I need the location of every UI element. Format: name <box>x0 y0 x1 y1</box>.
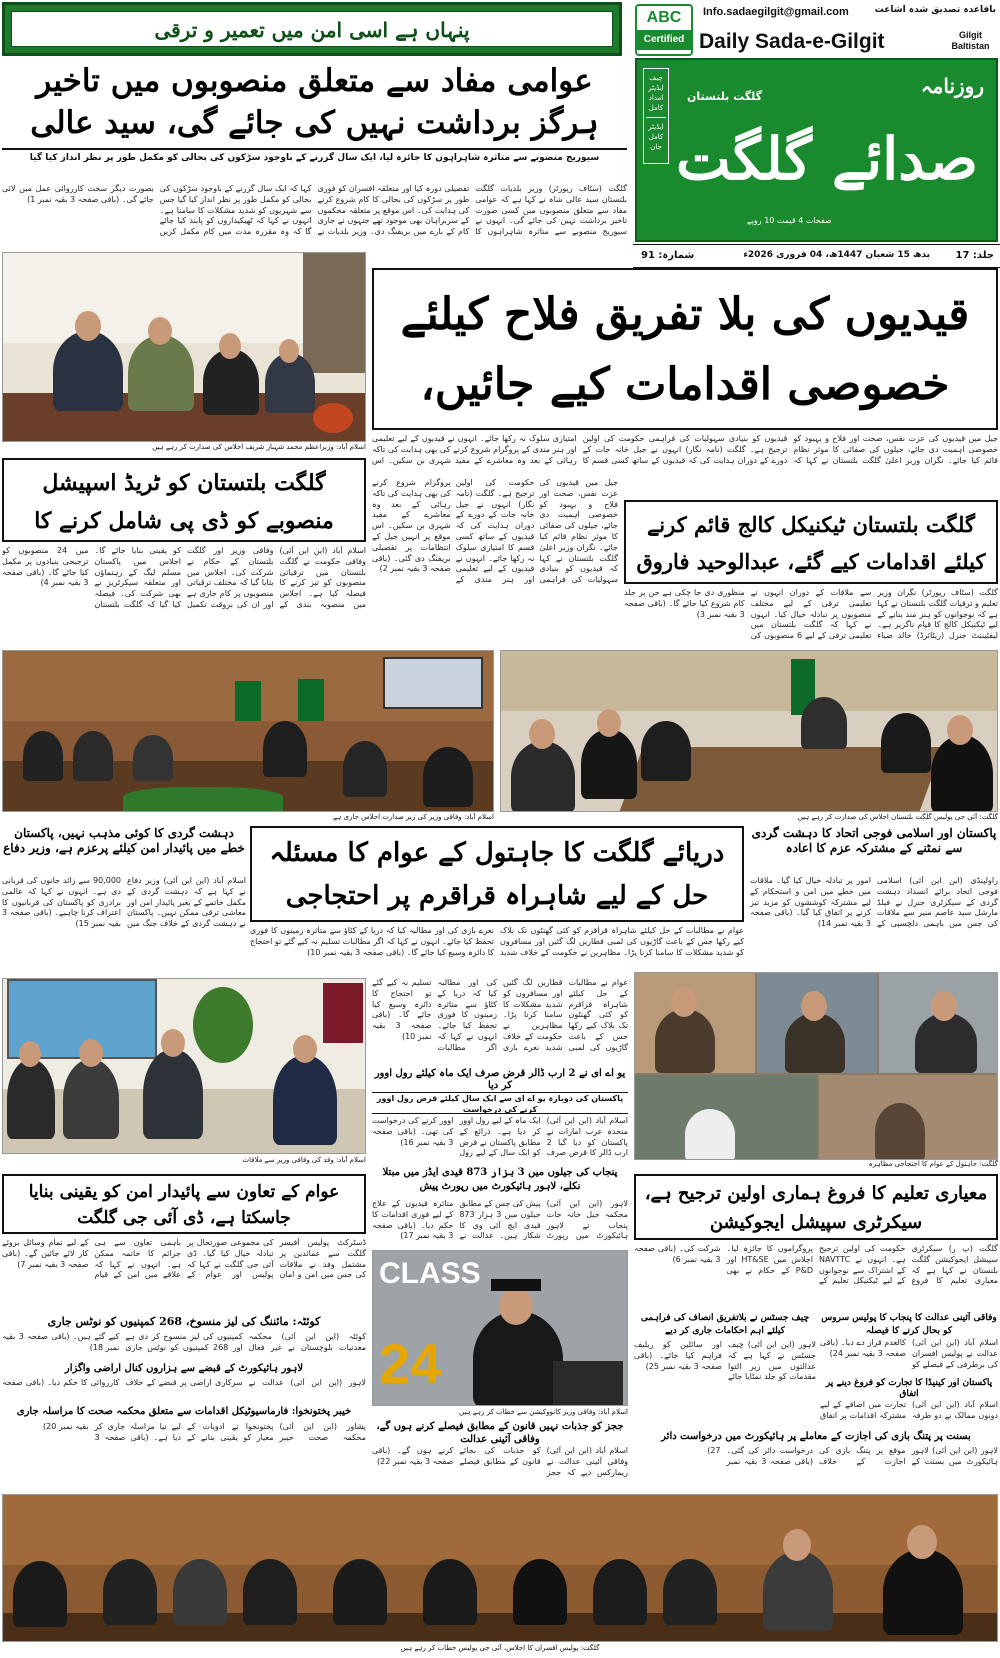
bottom-officer <box>243 1559 297 1625</box>
photo2-person <box>263 721 307 777</box>
volume: جلد: 17 <box>955 250 994 261</box>
story5-box <box>250 826 744 922</box>
story12-headline[interactable]: کوئٹہ: مائننگ کی لیز منسوخ، 268 کمپنیوں کو نوٹس جاری <box>47 1315 321 1328</box>
photo5-caption: گلگت: جاہتول کے عوام کا احتجاجی مظاہرہ <box>868 1160 998 1168</box>
convocation-year-text: 24 <box>379 1332 442 1395</box>
photo-pm-meeting <box>2 252 366 442</box>
story8-headline[interactable]: یو اے ای نے 2 ارب ڈالر قرض صرف ایک ماہ کیلئے رول اوور کر دیا <box>374 1068 626 1091</box>
photo4-person <box>273 1055 337 1145</box>
story8-block <box>372 1068 628 1160</box>
story12-block <box>2 1312 366 1358</box>
story2-body: جیل میں قیدیوں کی عزت نفس، صحت اور فلاح و بہبود کو خصوصی اہمیت دی جائے، جیلوں کی صفائی کا موثر نظام قائم کیا جائے۔ نگران وزیر اعلیٰ گلگت بلتستان نے کہا کہ قیدیوں کو بنیادی سہولیات کی فراہمی حکومت کی اولین ترجیح ہے۔ گلگت (نامہ نگار) انہوں نے جیل خانہ جات کے دورے کے دوران ہدایت کی کہ قیدیوں کے ساتھ کسی قسم کا امتیازی سلوک نہ رکھا جائے۔ انہوں نے قیدیوں کے لیے تعلیمی اور ہنر مندی کے پروگرام شروع کرنے کی بھی ہدایت کی تاکہ رہائی کے بعد وہ معاشرے کے مفید شہری بن سکیں۔ اس <box>372 434 998 465</box>
photo1-head <box>279 339 299 363</box>
abc-badge-bottom: Certified <box>637 30 691 50</box>
photo3-head <box>529 719 555 749</box>
photo3-person <box>641 721 691 781</box>
place-label: گلگت بلتستان <box>687 90 763 103</box>
bottom-officer <box>883 1549 963 1635</box>
abc-badge-top: ABC <box>646 9 682 26</box>
bottom-officer-head <box>907 1525 937 1559</box>
story18-body: لاہور (این این آئی) چیف جسٹس نے کہا ہے کہ عدالتوں میں زیر التوا مقدمات کو جلد نمٹایا جائے اور سائلین کو ریلیف فراہم کیا جائے۔ (باقی صفحہ 3 بقیہ نمبر 25) <box>634 1340 816 1382</box>
story17-body: اسلام آباد (این این آئی) دونوں ممالک نے دو طرفہ تجارت میں اضافے کے لیے مشترکہ اقدامات پر اتفاق <box>820 1400 998 1420</box>
photo4-person <box>143 1049 203 1139</box>
photo1-curtain <box>303 253 366 373</box>
story1-body: گلگت (سٹاف رپورٹر) وزیر بلدیات گلگت بلتستان سید عالی شاہ نے کہا ہے کہ عوامی مفاد سے متعلق منصوبوں میں کسی صورت تاخیر برداشت نہیں کی جائے گی۔ انہوں نے سیوریج منصوبے سے متاثرہ شاہراہوں کا تفصیلی دورہ کیا اور متعلقہ افسران کو فوری طور پر سڑکوں کی بحالی کا کام شروع کرنے کی ہدایت کی۔ اس موقع پر متعلقہ محکموں کے سربراہان بھی موجود تھے جنہوں نے جاری کام کے بارے میں بریفنگ دی۔ وزیر بلدیات نے کہا کہ ایک سال گزرنے کے باوجود سڑکوں کی بحالی کو مکمل طور پر نظر انداز کیا گیا جس سے شہریوں کو شدید مشکلات کا سامنا ہے۔ انہوں نے کہا کہ ٹھیکیداروں کو پابند کیا جائے گا کہ وہ مقررہ مدت میں کام مکمل کریں بصورت دیگر سخت کارروائی عمل میں لائی جائے گی۔ (باقی صفحہ 3 بقیہ نمبر 1) <box>2 184 627 237</box>
bottom-officer <box>663 1559 717 1625</box>
photo1-person <box>53 331 123 411</box>
bottom-officer <box>513 1559 567 1625</box>
photo2-screen <box>383 657 483 709</box>
photo7-caption: گلگت: پولیس افسران کا اجلاس، آئی جی پولیس خطاب کر رہے ہیں <box>400 1644 600 1652</box>
story4-body: گلگت (سٹاف رپورٹر) نگران وزیر تعلیم و ترقیات گلگت بلتستان نے کہا ہے کہ نوجوانوں کو ہنر مند بنانے کے لیے ٹیکنیکل کالج کا قیام ناگزیر ہے۔ لیفٹیننٹ جنرل (ریٹائرڈ) خالد ضیاء سے ملاقات کے دوران انہوں نے تعلیمی ترقی کے لیے مختلف منصوبوں پر تبادلہ خیال کیا۔ انہوں نے کہا کہ گلگت بلتستان میں تعلیمی ترقی کے لیے 6 منصوبوں کی منظوری دی جا چکی ہے جن پر جلد کام شروع کیا جائے گا۔ (باقی صفحہ 3 بقیہ نمبر 3) <box>624 588 998 641</box>
masthead-verified-line: باقاعدہ تصدیق شدہ اشاعت <box>874 5 996 15</box>
story8-body: اسلام آباد (این این آئی) متحدہ عرب امارات نے پاکستان کو دیا گیا 2 ارب ڈالر کا قرض صرف ایک ماہ کے لیے رول اوور کر دیا ہے۔ ذرائع کے مطابق پاکستان نے قرض کو ایک سال کے لیے رول اوور کرنے کی درخواست کی تھی۔ (باقی صفحہ 3 بقیہ نمبر 16) <box>372 1116 628 1158</box>
story4-box <box>624 500 998 584</box>
story18-headline[interactable]: چیف جسٹس نے بلاتفریق انصاف کی فراہمی کیلئے اہم احکامات جاری کر دیے <box>640 1313 810 1336</box>
bottom-officer <box>423 1559 477 1625</box>
story1-rule <box>2 148 627 150</box>
roznama: روزنامہ <box>920 74 984 98</box>
photo1-head <box>75 311 101 341</box>
story3-headline[interactable]: گلگت بلتستان کو ٹریڈ اسپیشل منصوبے کو ڈی پی شامل کرنے کا <box>34 470 334 534</box>
photo4-plant <box>193 987 253 1063</box>
convocation-podium <box>553 1361 623 1406</box>
story2-continued: جیل میں قیدیوں کی عزت نفس، صحت اور فلاح و بہبود کو خصوصی اہمیت دی جائے، جیلوں کی صفائی کا موثر نظام قائم کیا جائے۔ نگران وزیر اعلیٰ گلگت بلتستان نے کہا کہ قیدیوں کو بنیادی سہولیات کی فراہمی حکومت کی اولین ترجیح ہے۔ گلگت (نامہ نگار) انہوں نے جیل خانہ جات کے دورے کے دوران ہدایت کی کہ قیدیوں کے ساتھ کسی قسم کا امتیازی سلوک نہ رکھا جائے۔ انہوں نے قیدیوں کے لیے تعلیمی اور ہنر مندی کے پروگرام شروع کرنے کی بھی ہدایت کی تاکہ رہائی کے بعد وہ معاشرے کے مفید شہری بن سکیں۔ اس موقع پر انہیں جیل کے انتظامات پر تفصیلی بریفنگ دی گئی۔ (باقی صفحہ 3 بقیہ نمبر 2) <box>372 478 618 585</box>
issue-number: شمارہ: 91 <box>641 250 695 261</box>
story15-body: اسلام آباد (این این آئی) وفاقی آئینی عدالت نے ریمارکس دیے کہ ججز کو جذبات کی بجائے قانون کے مطابق فیصلے کرنے ہوں گے۔ (باقی صفحہ 3 بقیہ نمبر 22) <box>372 1446 628 1477</box>
convocation-speaker-head <box>499 1287 533 1325</box>
photo6-caption: اسلام آباد: وفاقی وزیر کانووکیشن سے خطاب کر رہے ہیں <box>459 1408 628 1416</box>
story6-block <box>750 826 998 976</box>
photo2-person <box>73 731 113 781</box>
photo2-flag <box>235 681 261 721</box>
photo3-caption: گلگت: آئی جی پولیس گلگت بلتستان اجلاس کی صدارت کر رہے ہیں <box>797 813 998 821</box>
collage-person <box>655 1009 715 1073</box>
photo1-flowers <box>313 403 353 433</box>
masthead <box>633 0 1000 250</box>
photo4-frame <box>323 983 363 1043</box>
bottom-officer <box>763 1551 833 1631</box>
story16-headline[interactable]: وفاقی آئینی عدالت کا پنجاب کا پولیس سروس کو بحال کرنے کا فیصلہ <box>821 1313 997 1336</box>
story19-headline[interactable]: بسنت پر پتنگ بازی کی اجازت کے معاملے پر ہائیکورٹ میں درخواست دائر <box>661 1431 971 1442</box>
story16-body: اسلام آباد (این این آئی) عدالت نے پولیس افسران کی برطرفی کے فیصلے کو کالعدم قرار دے دیا۔ (باقی صفحہ 3 بقیہ نمبر 24) <box>820 1338 998 1369</box>
issue-strip <box>633 244 1000 268</box>
story17-headline[interactable]: پاکستان اور کینیڈا کا تجارت کو فروغ دینے پر اتفاق <box>825 1378 993 1399</box>
photo-police-meeting <box>500 650 998 812</box>
photo3-head <box>947 715 973 745</box>
bottom-officer-head <box>783 1529 811 1561</box>
story9-body: لاہور (این این آئی) محکمہ جیل خانہ جات پنجاب نے لاہور ہائیکورٹ میں رپورٹ پیش کی جس کے مطابق جیلوں میں 3 ہزار 873 قیدی ایچ آئی وی کا شکار ہیں۔ عدالت نے متاثرہ قیدیوں کے علاج کے لیے فوری اقدامات کا حکم دیا۔ (باقی صفحہ 3 بقیہ نمبر 17) <box>372 1199 628 1241</box>
story3-box <box>2 458 366 542</box>
story6-body: راولپنڈی (این این آئی) اسلامی فوجی اتحاد برائے انسداد دہشت گردی کے سیکرٹری جنرل نے فیلڈ مارشل سید عاصم منیر سے ملاقات کی جس میں باہمی دلچسپی کے امور پر تبادلہ خیال کیا گیا۔ ملاقات میں خطے میں امن و استحکام کے لیے مشترکہ کوششوں کو مزید تیز کرنے پر اتفاق کیا گیا۔ (باقی صفحہ 3 بقیہ نمبر 14) <box>750 876 998 929</box>
convocation-class-text: CLASS <box>379 1257 481 1290</box>
bottom-officer <box>593 1559 647 1625</box>
bottom-officer <box>13 1561 67 1627</box>
story1-headline[interactable]: عوامی مفاد سے متعلق منصوبوں میں تاخیر ہرگز برداشت نہیں کی جائے گی، سید عالی <box>30 63 599 141</box>
story5-continued: عوام نے مطالبات کے حل کیلئے شاہراہ قراقرم کو کئی گھنٹوں تک بلاک کیے رکھا جس کے باعث گاڑیوں کی لمبی قطاریں لگ گئیں اور مسافروں کو شدید مشکلات کا سامنا کرنا پڑا۔ مظاہرین نے حکومت کے خلاف شدید نعرے بازی کی اور مطالبہ کیا کہ دریا کے کٹاؤ سے متاثرہ زمینوں کا فوری تحفظ کیا جائے۔ انہوں نے کہا کہ اگر مطالبات تسلیم نہ کیے گئے تو احتجاج کا دائرہ وسیع کیا جائے گا۔ (باقی صفحہ 3 بقیہ نمبر 10) <box>372 978 628 1052</box>
photo2-plants <box>123 787 283 812</box>
collage-person <box>785 1013 845 1073</box>
collage-head <box>931 991 957 1021</box>
story10-headline[interactable]: عوام کے تعاون سے پائیدار امن کو یقینی بنایا جاسکتا ہے، ڈی آئی جی گلگت <box>28 1182 340 1228</box>
photo3-wall <box>501 651 998 711</box>
editor-divider <box>646 117 666 118</box>
story13-headline[interactable]: خیبر پختونخوا: فارماسیوٹیکل اقدامات سے متعلق محکمہ صحت کا مراسلہ جاری <box>16 1406 352 1417</box>
photo2-person <box>343 741 387 797</box>
photo3-person <box>801 697 847 749</box>
story19-block <box>634 1428 998 1488</box>
photo-protest-collage <box>634 972 998 1160</box>
story18-block <box>634 1312 816 1398</box>
story6-headline[interactable]: پاکستان اور اسلامی فوجی اتحاد کا دہشت گردی سے نمٹنے کے مشترکہ عزم کا اعادہ <box>751 826 997 855</box>
story1-subhead: سیوریج منصوبے سے متاثرہ شاہراہوں کا جائزہ لیا، ایک سال گزرنے کے باوجود سڑکوں کی بحالی کو مکمل طور پر نظر انداز کیا گیا <box>29 153 600 163</box>
photo-convocation <box>372 1250 628 1406</box>
story2-box <box>372 268 998 430</box>
collage-head <box>801 991 827 1021</box>
photo3-person <box>511 741 575 812</box>
photo4-person <box>63 1059 119 1139</box>
slogan: پنہاں ہے اسی امن میں تعمیر و ترقی <box>154 18 470 42</box>
story14-block <box>2 1360 366 1400</box>
photo4-head <box>79 1039 103 1067</box>
convocation-cap <box>491 1279 541 1291</box>
story2-headline[interactable]: قیدیوں کی بلا تفریق فلاح کیلئے خصوصی اقدامات کیے جائیں، <box>400 289 970 410</box>
collage-head <box>671 987 697 1017</box>
story12-body: کوئٹہ (این این آئی) محکمہ معدنیات بلوچستان نے غیر فعال کمپنیوں کی لیز منسوخ کر دی ہے اور 268 کمپنیوں کو نوٹس جاری کیے گئے ہیں۔ (باقی صفحہ 3 بقیہ نمبر 18) <box>2 1332 366 1352</box>
story17-block <box>820 1378 998 1426</box>
bottom-officer <box>103 1559 157 1625</box>
convocation-speaker <box>473 1311 563 1406</box>
story9-block <box>372 1166 628 1246</box>
story7-headline[interactable]: دہشت گردی کا کوئی مذہب نہیں، پاکستان خطے میں پائیدار امن کیلئے پرعزم ہے، وزیر دفاع <box>3 826 245 855</box>
photo4-head <box>19 1041 41 1067</box>
photo3-person <box>931 735 993 812</box>
photo1-head <box>219 333 241 359</box>
story7-block <box>2 826 246 976</box>
masthead-email[interactable]: Info.sadaegilgit@gmail.com <box>703 6 849 18</box>
story10-body: ڈسٹرکٹ پولیس آفیسر گلگت سے عمائدین پر مشتمل وفد نے ملاقات کی جس میں امن و امان کی مجموعی صورتحال پر تبادلہ خیال کیا گیا۔ ڈی آئی جی گلگت نے کہا کہ پولیس اور عوام کے باہمی تعاون سے ہی جرائم کا خاتمہ ممکن ہے۔ انہوں نے کہا کہ علاقے میں امن کے قیام کے لیے تمام وسائل بروئے کار لائے جائیں گے۔ (باقی صفحہ 3 بقیہ نمبر 7) <box>2 1238 366 1280</box>
bottom-officer <box>333 1559 387 1625</box>
bottom-officer <box>173 1559 227 1625</box>
photo1-person <box>128 335 194 411</box>
masthead-green-panel <box>635 58 998 242</box>
photo2-person <box>23 731 63 781</box>
top-banner <box>2 2 622 56</box>
story15-headline[interactable]: ججز کو جذبات نہیں قانون کے مطابق فیصلے کرنے ہوں گے، وفاقی آئینی عدالت <box>376 1421 624 1445</box>
photo3-person <box>881 713 931 773</box>
story16-block <box>820 1312 998 1374</box>
collage-person <box>875 1103 925 1160</box>
story13-body: پشاور (این این آئی) محکمہ صحت خیبر پختونخوا نے ادویات کے معیار کو یقینی بنانے کے لیے نیا مراسلہ جاری کر دیا ہے۔ (باقی صفحہ 3 بقیہ نمبر 20) <box>43 1422 366 1442</box>
top-banner-inner <box>11 11 613 47</box>
photo4-head <box>293 1035 317 1063</box>
urdu-title: صدائے گلگت <box>676 125 978 193</box>
photo3-head <box>597 709 621 737</box>
photo2-flag <box>298 679 324 721</box>
photo2-person <box>423 747 473 807</box>
editor-box <box>643 68 669 164</box>
chief-editor: چیف ایڈیٹر امداد کامل <box>648 74 664 112</box>
english-location: Gilgit Baltistan <box>951 30 990 51</box>
story5-headline[interactable]: دریائے گلگت کا جاہتول کے عوام کا مسئلہ حل کے لیے شاہراہ قراقرم پر احتجاجی <box>269 838 725 911</box>
story5-body: عوام نے مطالبات کے حل کیلئے شاہراہ قراقرم کو کئی گھنٹوں تک بلاک کیے رکھا جس کے باعث گاڑیوں کی لمبی قطاریں لگ گئیں اور مسافروں کو شدید مشکلات کا سامنا کرنا پڑا۔ مظاہرین نے حکومت کے خلاف شدید نعرے بازی کی اور مطالبہ کیا کہ دریا کے کٹاؤ سے متاثرہ زمینوں کا فوری تحفظ کیا جائے۔ انہوں نے کہا کہ اگر مطالبات تسلیم نہ کیے گئے تو احتجاج کا دائرہ وسیع کیا جائے گا۔ (باقی صفحہ 3 بقیہ نمبر 10) <box>250 926 744 957</box>
story10-box <box>2 1174 366 1234</box>
photo1-head <box>148 317 172 345</box>
photo4-caption: اسلام آباد: وفد کی وفاقی وزیر سے ملاقات <box>242 1156 366 1164</box>
bottom-photo-wall <box>3 1495 998 1565</box>
photo3-person <box>581 729 637 799</box>
price-line: صفحات 4 قیمت 10 روپے <box>747 216 832 225</box>
story8-subhead: پاکستان کی دوبارہ یو اے ای سے ایک سال کیلئے قرض رول اوور کرنے کی درخواست <box>372 1092 628 1114</box>
english-name: Daily Sada-e-Gilgit <box>699 30 885 53</box>
story15-block <box>372 1420 628 1488</box>
photo2-person <box>133 735 173 781</box>
issue-date: بدھ 15 شعبان 1447ھ، 04 فروری 2026ء <box>743 250 930 260</box>
photo1-caption: اسلام آباد: وزیراعظم محمد شہباز شریف اجلاس کی صدارت کر رہے ہیں <box>152 443 366 451</box>
story14-body: لاہور (این این آئی) عدالت نے سرکاری اراضی پر قبضے کے خلاف کارروائی کا حکم دیا۔ (باقی صفحہ <box>2 1378 366 1387</box>
story11-body: گلگت (پ ر) سیکرٹری سپیشل ایجوکیشن گلگت بلتستان نے کہا ہے کہ معیاری تعلیم کا فروغ حکومت کی اولین ترجیح ہے۔ انہوں نے NAVTTC کے اشتراک سے نوجوانوں کے لیے ٹیکنیکل تعلیم کے پروگراموں کا جائزہ لیا۔ اجلاس میں HT&SE اور P&D کے حکام نے بھی شرکت کی۔ (باقی صفحہ 3 بقیہ نمبر 6) <box>634 1244 998 1286</box>
photo4-head <box>161 1029 185 1057</box>
story19-body: لاہور (این این آئی) لاہور ہائیکورٹ میں بسنت کے موقع پر پتنگ بازی کی اجازت کے خلاف درخواست دائر کی گئی۔ (باقی صفحہ 3 بقیہ نمبر 27) <box>707 1446 998 1466</box>
story11-box <box>634 1174 998 1240</box>
photo4-person <box>7 1059 55 1139</box>
story9-headline[interactable]: پنجاب کی جیلوں میں 3 ہزار 873 قیدی ایڈز میں مبتلا نکلے، لاہور ہائیکورٹ میں رپورٹ پیش <box>382 1167 618 1192</box>
photo2-caption: اسلام آباد: وفاقی وزیر کی زیر صدارت اجلاس جاری ہے <box>333 813 494 821</box>
story7-body: اسلام آباد (این این آئی) وزیر دفاع نے کہا ہے کہ دہشت گردی کے مکمل خاتمے کے بغیر پائیدار امن اور معاشی ترقی ممکن نہیں۔ پاکستان نے دہشت گردی کے خلاف جنگ میں 90,000 سے زائد جانوں کی قربانی دی ہے۔ انہوں نے کہا کہ عالمی برادری کو پاکستان کی قربانیوں کا اعتراف کرنا چاہیے۔ (باقی صفحہ 3 بقیہ نمبر 15) <box>2 876 246 929</box>
story13-block <box>2 1402 366 1488</box>
abc-certified-badge <box>635 4 693 56</box>
story4-headline[interactable]: گلگت بلتستان ٹیکنیکل کالج قائم کرنے کیلئے اقدامات کیے گئے، عبدالوحید فاروق <box>636 512 986 574</box>
photo-delegation-meeting <box>2 978 366 1154</box>
editor: ایڈیٹر کامل جان <box>648 123 664 151</box>
collage-person <box>915 1013 977 1073</box>
story3-body: اسلام آباد (این این آئی) وفاقی حکومت نے گلگت بلتستان میں ترقیاتی منصوبوں کو تیز کرنے کا فیصلہ کیا ہے۔ اجلاس میں منصوبہ بندی کے وفاقی وزیر اور گلگت بلتستان کے حکام نے شرکت کی۔ اجلاس میں بتایا گیا کہ مختلف ترقیاتی منصوبوں پر کام جاری ہے اور ان کی بروقت تکمیل کو یقینی بنایا جائے گا۔ اجلاس میں پاکستان مسلم لیگ کے رہنماؤں اور متعلقہ سیکرٹریز نے بھی شرکت کی۔ فیصلہ کیا گیا کہ گلگت بلتستان میں 24 منصوبوں کو ترجیحی بنیادوں پر مکمل کیا جائے گا۔ (باقی صفحہ 3 بقیہ نمبر 4) <box>2 546 366 609</box>
collage-person <box>685 1109 735 1160</box>
story14-headline[interactable]: لاہور ہائیکورٹ کے قبضے سے ہزاروں کنال اراضی واگزار <box>64 1363 304 1374</box>
story11-headline[interactable]: معیاری تعلیم کا فروغ ہماری اولین ترجیح ہے، سیکرٹری سپیشل ایجوکیشن <box>644 1183 988 1233</box>
photo-federal-meeting <box>2 650 494 812</box>
photo-police-officers <box>2 1494 998 1642</box>
